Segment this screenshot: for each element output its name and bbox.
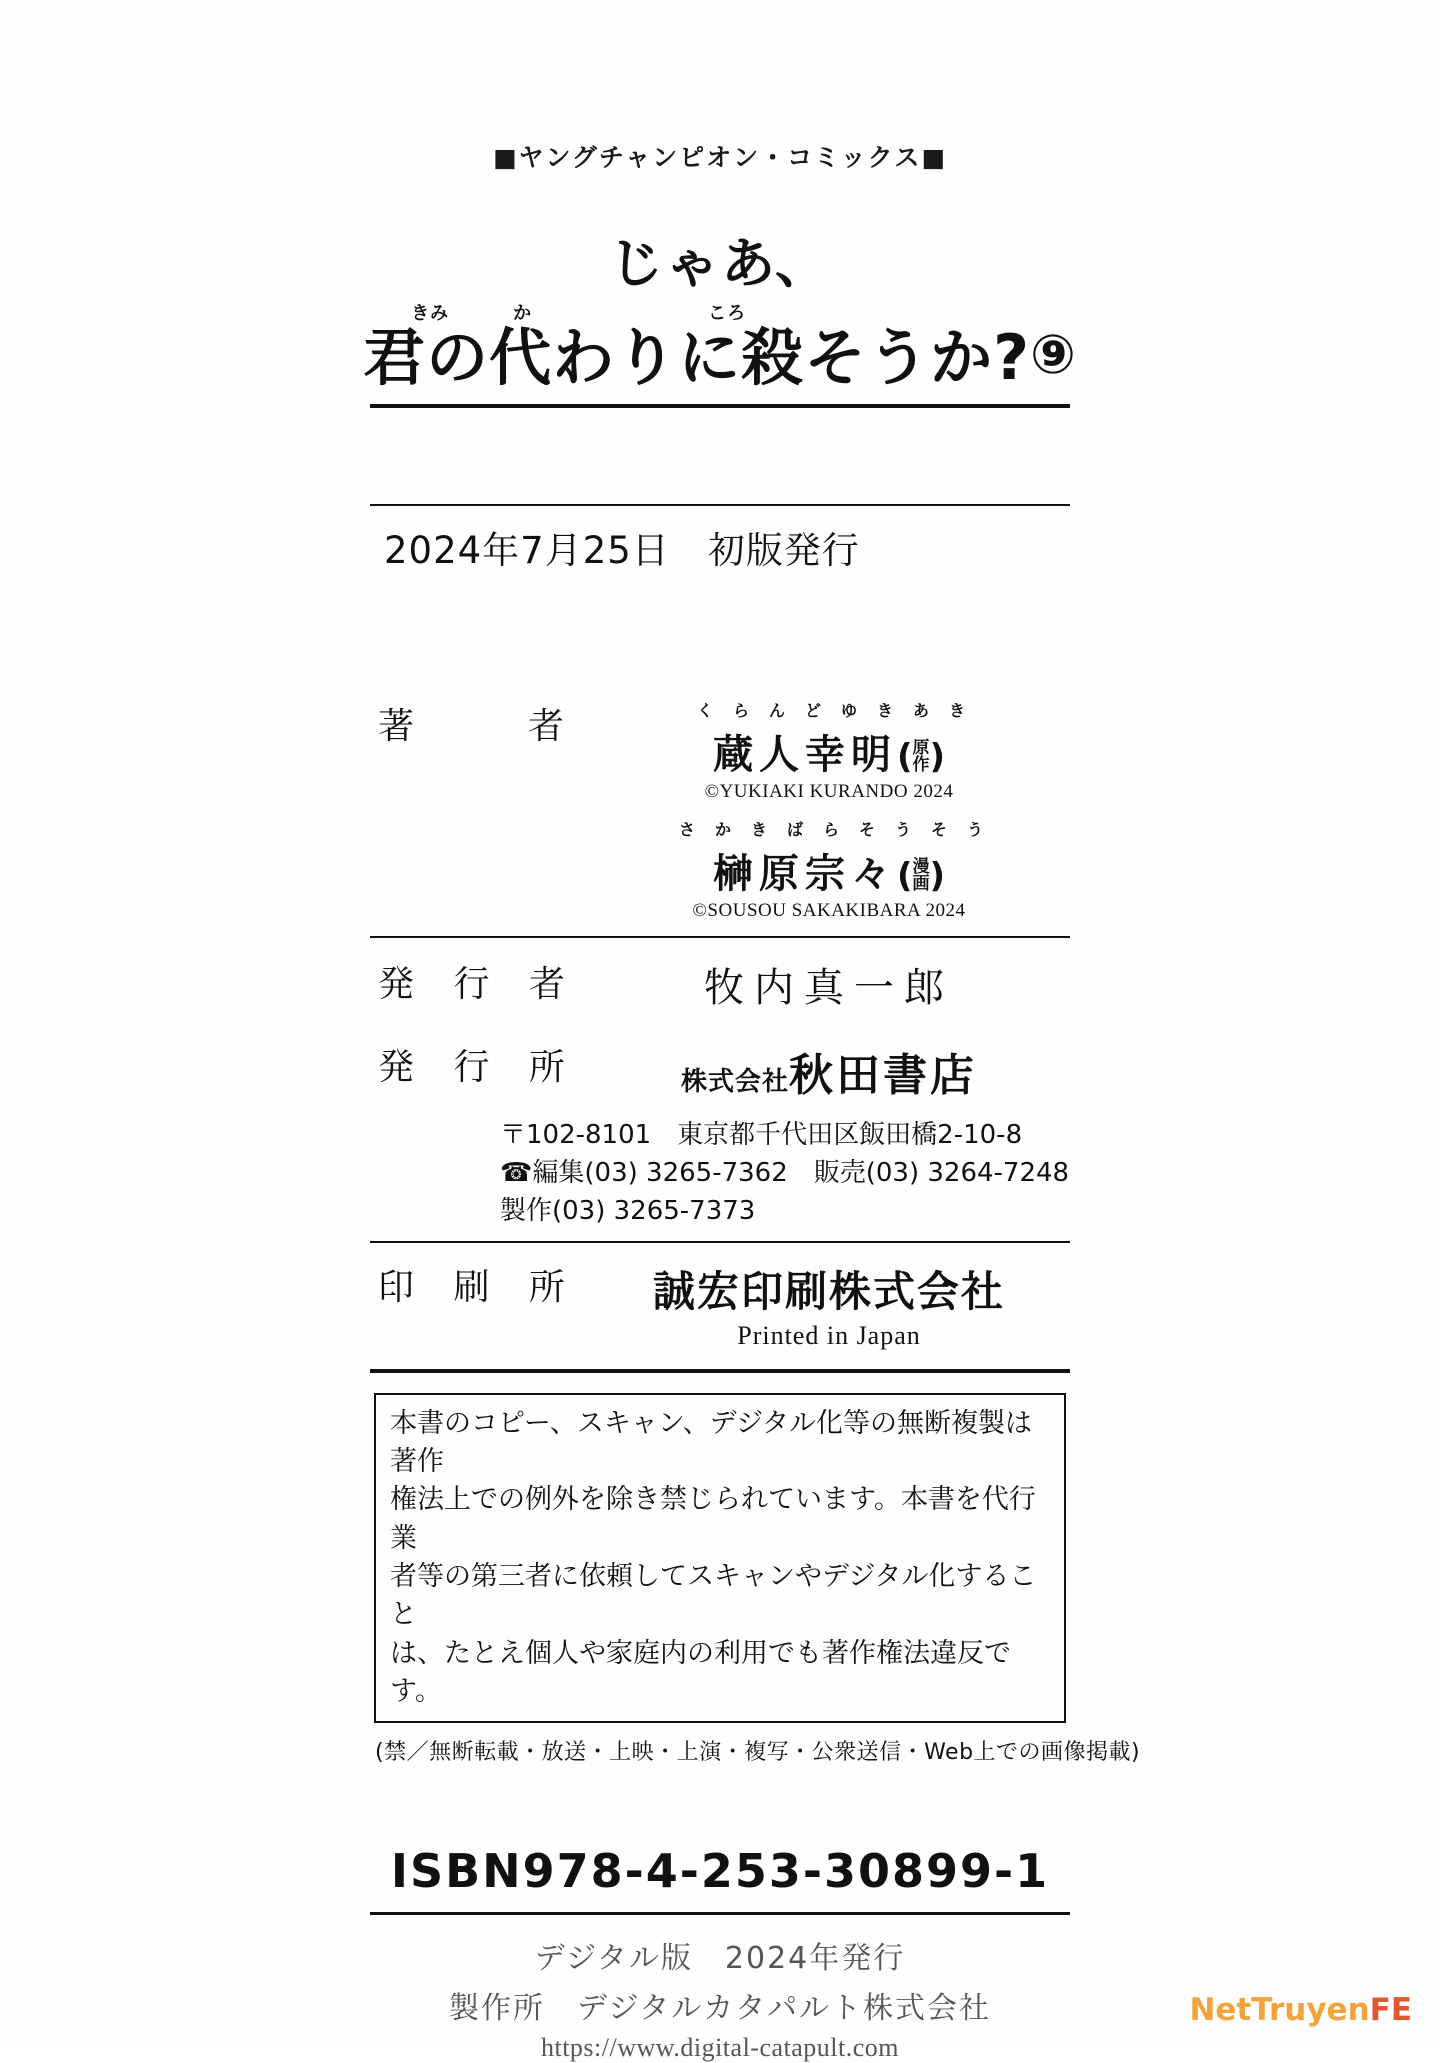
publisher-company — [588, 1039, 1070, 1103]
digital-producer-url: https://www.digital-catapult.com — [540, 2033, 900, 2063]
imprint-label: ■ヤングチャンピオン・コミックス■ — [493, 143, 947, 172]
watermark-part-truyen: Truyen — [1251, 1992, 1370, 2028]
publisher-person-name: 牧内真一郎 — [704, 965, 954, 1012]
author-role-paren-open: ( — [896, 737, 913, 778]
credit-value-authors — [588, 698, 1070, 922]
isbn-number: ISBN978-4-253-30899-1 — [390, 1844, 1050, 1899]
credit-label-publisher-person: 発 行 者 — [378, 964, 579, 1006]
credit-label-printer: 印 刷 所 — [378, 1266, 579, 1308]
title-ruby-1: きみ — [411, 303, 450, 325]
watermark-part-fe: FE — [1369, 1992, 1412, 2028]
credit-value-publisher-company — [588, 1039, 1070, 1103]
notice-line: は、たとえ個人や家庭内の利用でも著作権法違反です。 — [390, 1637, 1011, 1707]
digital-edition-line: デジタル版 2024年発行 — [534, 1941, 906, 1977]
author-role-paren-open: ( — [896, 856, 913, 897]
credit-value-publisher-person — [588, 956, 1070, 1013]
notice-line: 本書のコピー、スキャン、デジタル化等の無断複製は著作 — [390, 1407, 1033, 1477]
author-name — [588, 842, 1070, 899]
printed-in-japan: Printed in Japan — [737, 1320, 921, 1350]
watermark-part-net: Net — [1189, 1992, 1252, 2028]
author-role — [913, 740, 930, 774]
credit-label-publisher-company: 発 行 所 — [378, 1047, 579, 1089]
credit-row-publisher-person — [370, 952, 1070, 1017]
printer-name: 誠宏印刷株式会社 — [652, 1266, 1005, 1316]
credit-row-printer — [370, 1255, 1070, 1355]
author-entry — [588, 817, 1070, 922]
author-entry — [588, 698, 1070, 803]
credit-label-author: 著 者 — [378, 706, 579, 748]
author-copyright: ©SOUSOU SAKAKIBARA 2024 — [692, 900, 966, 922]
credits-divider — [370, 936, 1070, 938]
notice-line: 権法上での例外を除き禁じられています。本書を代行業 — [390, 1484, 1036, 1554]
author-role-top: 漫 — [912, 857, 930, 878]
notice-subtext: (禁／無断転載・放送・上映・上演・複写・公衆送信・Web上での画像掲載) — [375, 1740, 1141, 1766]
author-name-text: 蔵人幸明 — [712, 732, 897, 779]
publication-date-block — [370, 504, 1070, 574]
credit-row-publisher-company — [370, 1035, 1070, 1107]
notice-top-rule — [370, 1369, 1070, 1373]
publisher-address — [370, 1117, 1070, 1230]
author-name — [588, 723, 1070, 780]
title-underline — [370, 404, 1070, 408]
author-role-bottom: 作 — [912, 755, 930, 776]
title-block — [0, 234, 1440, 408]
title-line-2 — [363, 321, 1077, 395]
author-role — [913, 859, 930, 893]
site-watermark — [1189, 1992, 1412, 2028]
credit-row-authors — [370, 694, 1070, 926]
credits-table — [370, 694, 1070, 1372]
notice-line: 者等の第三者に依頼してスキャンやデジタル化すること — [390, 1560, 1037, 1631]
title-ruby-row — [363, 299, 1077, 325]
title-line-2-wrap — [363, 299, 1077, 395]
author-role-bottom: 画 — [912, 874, 930, 895]
company-prefix: 株式会社 — [680, 1067, 789, 1098]
author-copyright: ©YUKIAKI KURANDO 2024 — [704, 781, 954, 803]
address-line: 〒102-8101 東京都千代田区飯田橋2-10-8 — [500, 1120, 1023, 1151]
volume-number: ⑨ — [1030, 323, 1077, 387]
author-role-top: 原 — [912, 738, 930, 759]
author-ruby: くらんどゆきあき — [696, 701, 985, 721]
isbn-underline — [370, 1912, 1070, 1915]
publication-date: 2024年7月25日 初版発行 — [384, 529, 860, 573]
author-role-paren-close: ) — [929, 737, 946, 778]
company-name: 秋田書店 — [789, 1050, 977, 1102]
author-name-text: 榊原宗々 — [712, 851, 897, 898]
title-ruby-2: か — [513, 303, 533, 325]
title-ruby-3: ころ — [708, 303, 747, 325]
digital-producer-line: 製作所 デジタルカタパルト株式会社 — [449, 1991, 991, 2027]
title-main-text: 君の代わりに殺そうか? — [363, 321, 1031, 395]
copyright-notice-box — [374, 1393, 1066, 1724]
credit-value-printer — [588, 1259, 1070, 1351]
address-line: ☎編集(03) 3265-7362 販売(03) 3264-7248 — [500, 1158, 1070, 1189]
printer-divider — [370, 1241, 1070, 1243]
author-role-paren-close: ) — [929, 856, 946, 897]
author-ruby: さかきばらそうそう — [678, 820, 1003, 840]
title-line-1: じゃあ、 — [609, 232, 831, 295]
address-line: 製作(03) 3265-7373 — [500, 1195, 756, 1226]
